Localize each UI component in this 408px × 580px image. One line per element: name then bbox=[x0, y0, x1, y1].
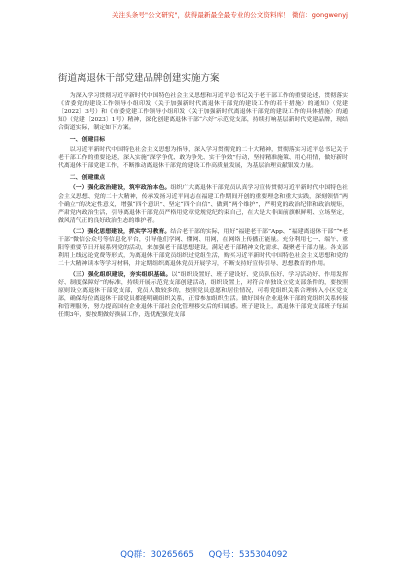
focus-item-body: 结合老干部的实际，用好“福建老干部”App、“福建离退休干部”“*老干部”微信公众号等信息化平台，引导他们学网、懂网、用网，在网络上传播正能量。充分利用七一、端午、重阳等重要节日开展系列党的活动，来加强老干部思想建设，满足老干部精神文化需求、凝聚老干部力量。各支部利用上线远论党费等形式，为离退休干部党员组织过党组生活，购买习近平新时代中国特色社会主义思想和党的二十大精神读本等学习材料，并定期组织离退休党员开展学习，不断支持好宣传引导、思想教育的作用。 bbox=[58, 228, 348, 267]
contact-footer bbox=[0, 548, 408, 560]
qq-number-text: QQ号：535304092 bbox=[208, 550, 288, 560]
document-body bbox=[58, 92, 348, 319]
intro-paragraph: 为深入学习贯彻习近平新时代中国特色社会主义思想和习近平总书记关于老干部工作的重要论述，贯彻落实《省委党的建设工作领导小组印发〈关于加强新时代离退休干部党的建设工作的若干措施〉的通知》（党建〔2022〕3号）和《市委党建工作领导小组印发〈关于加强新时代离退休干部党的建设工作的具体措施〉的通知》（党建〔2023〕1号）精神，深化创建离退休干部“六好”示范党支部，持续打响基层新时代党建品牌，现结合街道实际，制定如下方案。 bbox=[58, 93, 348, 132]
goal-paragraph: 以习近平新时代中国特色社会主义思想为指导，深入学习贯彻党的二十大精神，贯彻落实习近平总书记关于老干部工作的重要论述，深入实施“深学争优、敢为争先、实干争效”行动，坚持精准施策、用心用情，做好新时代离退休干部党建工作，不断推动离退休干部党的建设工作高质量发展，为基层治理贡献银发力量。 bbox=[58, 147, 348, 170]
section-heading-focus: 二、创建重点 bbox=[69, 175, 106, 182]
focus-item-body: 组织广大离退休干部党员认真学习宣传贯彻习近平新时代中国特色社会主义思想、党的二十大精神，传承发扬习近平同志在福建工作期间开创的重要理念和重大实践，深刻领悟“两个确立”的决定性意义，增强“四个意识”、坚定“四个自信”、做到“两个维护”，严明党的政治纪律和政治规矩，严肃党内政治生活，引导离退休干部党员严格用党章党规党纪约束自己，在大是大非面前旗帜鲜明、立场坚定，做风清气正的良好政治生态的维护者。 bbox=[58, 185, 349, 224]
focus-item-organizational bbox=[58, 271, 348, 319]
focus-item-lead: （一）强化政治建设，筑牢政治本色。 bbox=[69, 185, 171, 192]
promo-banner: 关注头条号"公文研究"，获得最新最全最专业的公文资料库！ 微信：gongwenyj bbox=[112, 11, 349, 19]
focus-item-lead: （二）强化思想建设，抓实学习教育。 bbox=[69, 228, 171, 235]
section-heading-goals: 一、创建目标 bbox=[69, 137, 106, 144]
focus-item-lead: （三）强化组织建设，夯实组织基础。 bbox=[69, 271, 172, 278]
page-title: 街道离退休干部党建品牌创建实施方案 bbox=[58, 73, 220, 84]
focus-item-ideological bbox=[58, 228, 348, 268]
qq-group-text: QQ群：30265665 bbox=[120, 550, 194, 560]
focus-item-political bbox=[58, 184, 348, 224]
focus-item-body: 以“组织设置好、班子建设好、党员队伍好、学习活动好、作用发挥好、制度保障好”的标准，持续开展示范党支部创建活动，组织设置上，对符合单独设立党支部条件的，要按照原则设立离退休干部党支部，党员人数较多的，按照党员意愿和居住情况，可将党组织关系合理转入小区党支部，确保每位离退休干部党员都能明确组织关系，正常参加组织生活。做好国有企业退休干部的党组织关系转接和管理服务，努力提高国有企业退休干部社会化管理移交后的归属感。班子建设上，离退休干部党支部班子每届任期3年，要按期做好换届工作，选优配强党支部 bbox=[58, 271, 348, 319]
